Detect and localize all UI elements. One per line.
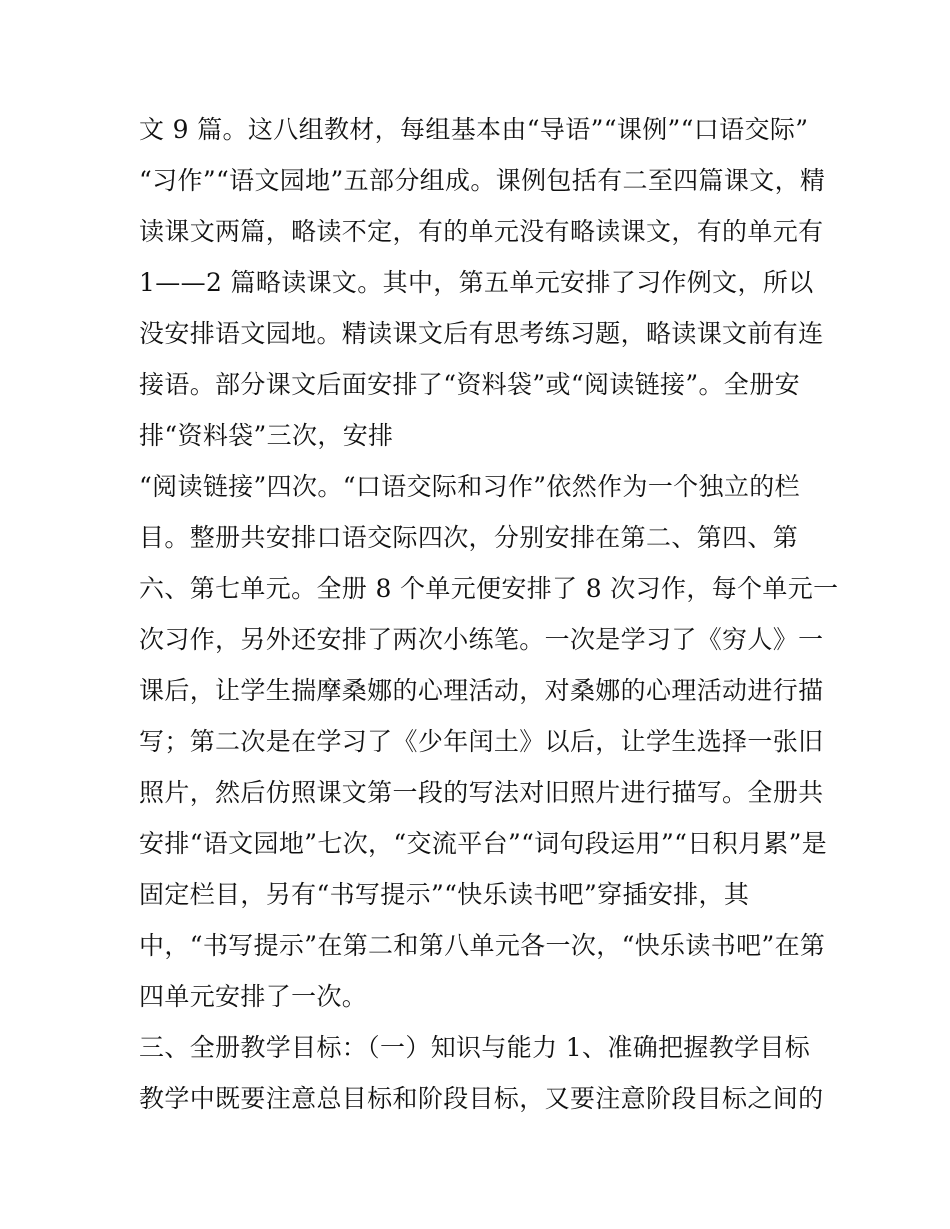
text-line: 固定栏目，另有“书写提示”“快乐读书吧”穿插安排，其 [139,880,750,909]
text-line: 四单元安排了一次。 [139,982,368,1011]
section-heading-line: 三、全册教学目标：（一）知识与能力 1、准确把握教学目标 [139,1033,811,1062]
text-line: 目。整册共安排口语交际四次，分别安排在第二、第四、第 [139,523,799,552]
text-line: 教学中既要注意总目标和阶段目标，又要注意阶段目标之间的 [139,1084,824,1113]
text-line: 六、第七单元。全册 8 个单元便安排了 8 次习作，每个单元一 [139,574,839,603]
text-line: 中，“书写提示”在第二和第八单元各一次，“快乐读书吧”在第 [139,931,826,960]
text-line: 没安排语文园地。精读课文后有思考练习题，略读课文前有连 [139,319,824,348]
text-line: 写；第二次是在学习了《少年闰土》以后，让学生选择一张旧 [139,727,824,756]
text-line: 课后，让学生揣摩桑娜的心理活动，对桑娜的心理活动进行描 [139,676,824,705]
text-line: 照片，然后仿照课文第一段的写法对旧照片进行描写。全册共 [139,778,824,807]
text-line: 排“资料袋”三次，安排 [139,421,394,450]
text-line: 文 9 篇。这八组教材，每组基本由“导语”“课例”“口语交际” [139,115,809,144]
text-line: 接语。部分课文后面安排了“资料袋”或“阅读链接”。全册安 [139,370,800,399]
text-line: “习作”“语文园地”五部分组成。课例包括有二至四篇课文，精 [139,166,826,195]
text-line: 读课文两篇，略读不定，有的单元没有略读课文，有的单元有 [139,217,824,246]
text-line: 1——2 篇略读课文。其中，第五单元安排了习作例文，所以 [139,268,814,297]
text-line: 安排“语文园地”七次，“交流平台”“词句段运用”“日积月累”是 [139,829,828,858]
text-line: 次习作，另外还安排了两次小练笔。一次是学习了《穷人》一 [139,625,824,654]
text-line: “阅读链接”四次。“口语交际和习作”依然作为一个独立的栏 [139,472,800,501]
